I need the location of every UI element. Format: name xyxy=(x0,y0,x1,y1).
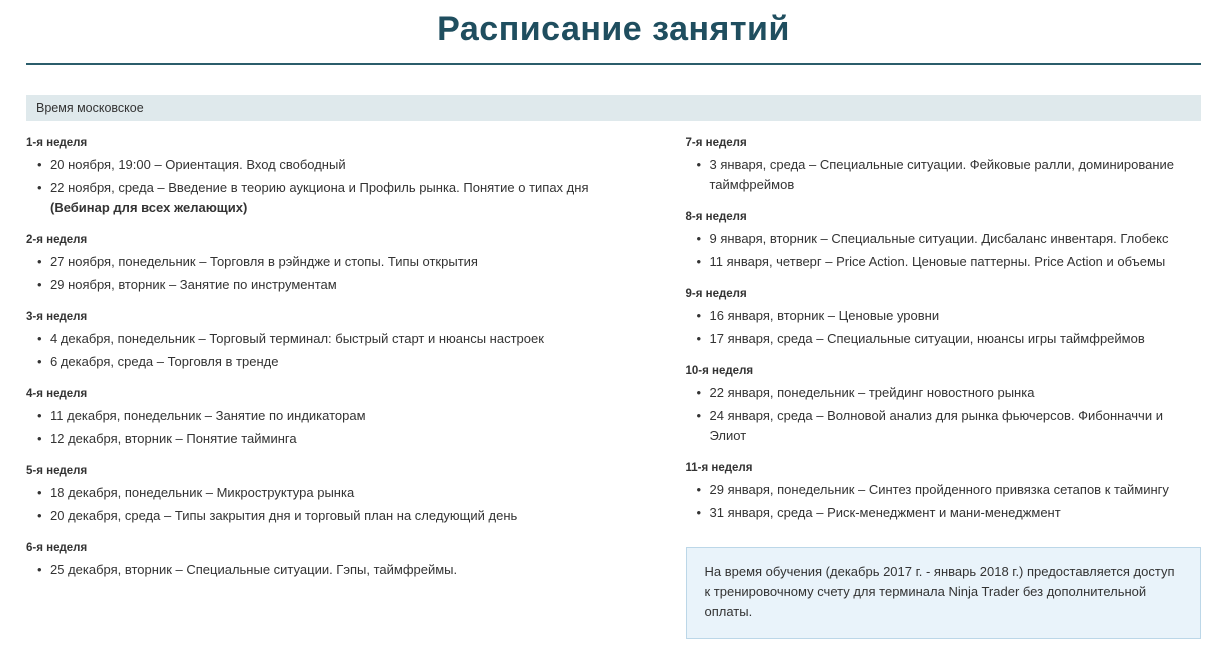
lesson-item xyxy=(50,275,614,295)
note-text: На время обучения (декабрь 2017 г. - январь 2018 г.) предоставляется доступ к тренировочному счету для терминала Ninja Trader без дополнительной оплаты. xyxy=(704,564,1175,619)
lesson-text-emphasis: (Вебинар для всех желающих) xyxy=(50,200,248,215)
lesson-text: 22 ноября, среда – Введение в теорию аукциона и Профиль рынка. Понятие о типах дня xyxy=(50,180,589,195)
lesson-item xyxy=(50,429,614,449)
lesson-item xyxy=(50,352,614,372)
lesson-list xyxy=(26,329,614,372)
lesson-list xyxy=(26,155,614,218)
lesson-item xyxy=(710,155,1202,195)
lesson-list xyxy=(686,306,1202,349)
lesson-text: 25 декабря, вторник – Специальные ситуации. Гэпы, таймфреймы. xyxy=(50,562,458,577)
lesson-item xyxy=(50,406,614,426)
week-heading: 3-я неделя xyxy=(26,311,88,323)
week-heading: 4-я неделя xyxy=(26,388,88,400)
lesson-list xyxy=(26,252,614,295)
lesson-item xyxy=(710,503,1202,523)
lesson-item xyxy=(50,506,614,526)
week-block xyxy=(686,137,1202,195)
schedule-columns xyxy=(26,137,1201,639)
lesson-text: 9 января, вторник – Специальные ситуации. Дисбаланс инвентаря. Глобекс xyxy=(709,231,1169,246)
week-heading: 11-я неделя xyxy=(685,462,753,474)
training-account-note xyxy=(686,547,1202,639)
lesson-text: 18 декабря, понедельник – Микроструктура рынка xyxy=(50,485,355,500)
lesson-item xyxy=(710,480,1202,500)
schedule-column-left xyxy=(26,137,614,639)
lesson-item xyxy=(710,229,1202,249)
page-title: Расписание занятий xyxy=(437,10,790,48)
week-block xyxy=(26,542,614,580)
lesson-text: 20 декабря, среда – Типы закрытия дня и торговый план на следующий день xyxy=(50,508,518,523)
week-heading: 7-я неделя xyxy=(685,137,747,149)
week-heading: 1-я неделя xyxy=(26,137,88,149)
lesson-item xyxy=(50,155,614,175)
lesson-text: 6 декабря, среда – Торговля в тренде xyxy=(50,354,279,369)
week-block xyxy=(26,137,614,218)
timezone-bar xyxy=(26,95,1201,121)
lesson-text: 29 ноября, вторник – Занятие по инструментам xyxy=(50,277,337,292)
week-block xyxy=(686,288,1202,349)
lesson-text: 20 ноября, 19:00 – Ориентация. Вход свободный xyxy=(50,157,346,172)
week-block xyxy=(26,234,614,295)
week-heading: 2-я неделя xyxy=(26,234,88,246)
lesson-item xyxy=(50,178,614,218)
lesson-text: 22 января, понедельник – трейдинг новостного рынка xyxy=(709,385,1035,400)
lesson-item xyxy=(50,252,614,272)
lesson-text: 17 января, среда – Специальные ситуации, нюансы игры таймфреймов xyxy=(709,331,1145,346)
lesson-item xyxy=(50,560,614,580)
week-heading: 6-я неделя xyxy=(26,542,88,554)
lesson-item xyxy=(710,252,1202,272)
week-block xyxy=(26,311,614,372)
lesson-list xyxy=(26,406,614,449)
lesson-text: 16 января, вторник – Ценовые уровни xyxy=(709,308,940,323)
schedule-column-right xyxy=(614,137,1202,639)
title-divider xyxy=(26,63,1201,65)
lesson-item xyxy=(710,406,1202,446)
lesson-item xyxy=(50,329,614,349)
lesson-item xyxy=(710,306,1202,326)
lesson-item xyxy=(710,329,1202,349)
week-block xyxy=(26,388,614,449)
lesson-text: 29 января, понедельник – Синтез пройденного привязка сетапов к таймингу xyxy=(709,482,1169,497)
timezone-label: Время московское xyxy=(36,101,144,115)
lesson-list xyxy=(686,229,1202,272)
lesson-list xyxy=(26,560,614,580)
lesson-text: 24 января, среда – Волновой анализ для рынка фьючерсов. Фибонначчи и Элиот xyxy=(709,408,1163,443)
week-block xyxy=(686,462,1202,523)
lesson-text: 11 января, четверг – Price Action. Ценовые паттерны. Price Action и объемы xyxy=(709,254,1166,269)
lesson-text: 11 декабря, понедельник – Занятие по индикаторам xyxy=(50,408,366,423)
week-heading: 5-я неделя xyxy=(26,465,88,477)
lesson-item xyxy=(50,483,614,503)
lesson-text: 12 декабря, вторник – Понятие тайминга xyxy=(50,431,297,446)
lesson-list xyxy=(686,155,1202,195)
week-heading: 10-я неделя xyxy=(685,365,754,377)
week-heading: 9-я неделя xyxy=(685,288,747,300)
lesson-text: 27 ноября, понедельник – Торговля в рэйндже и стопы. Типы открытия xyxy=(50,254,478,269)
lesson-item xyxy=(710,383,1202,403)
week-block xyxy=(26,465,614,526)
week-block xyxy=(686,211,1202,272)
week-block xyxy=(686,365,1202,446)
lesson-list xyxy=(26,483,614,526)
lesson-text: 4 декабря, понедельник – Торговый терминал: быстрый старт и нюансы настроек xyxy=(50,331,544,346)
lesson-text: 3 января, среда – Специальные ситуации. Фейковые ралли, доминирование таймфреймов xyxy=(709,157,1175,192)
lesson-list xyxy=(686,383,1202,446)
week-heading: 8-я неделя xyxy=(685,211,747,223)
lesson-list xyxy=(686,480,1202,523)
lesson-text: 31 января, среда – Риск-менеджмент и мани-менеджмент xyxy=(709,505,1061,520)
